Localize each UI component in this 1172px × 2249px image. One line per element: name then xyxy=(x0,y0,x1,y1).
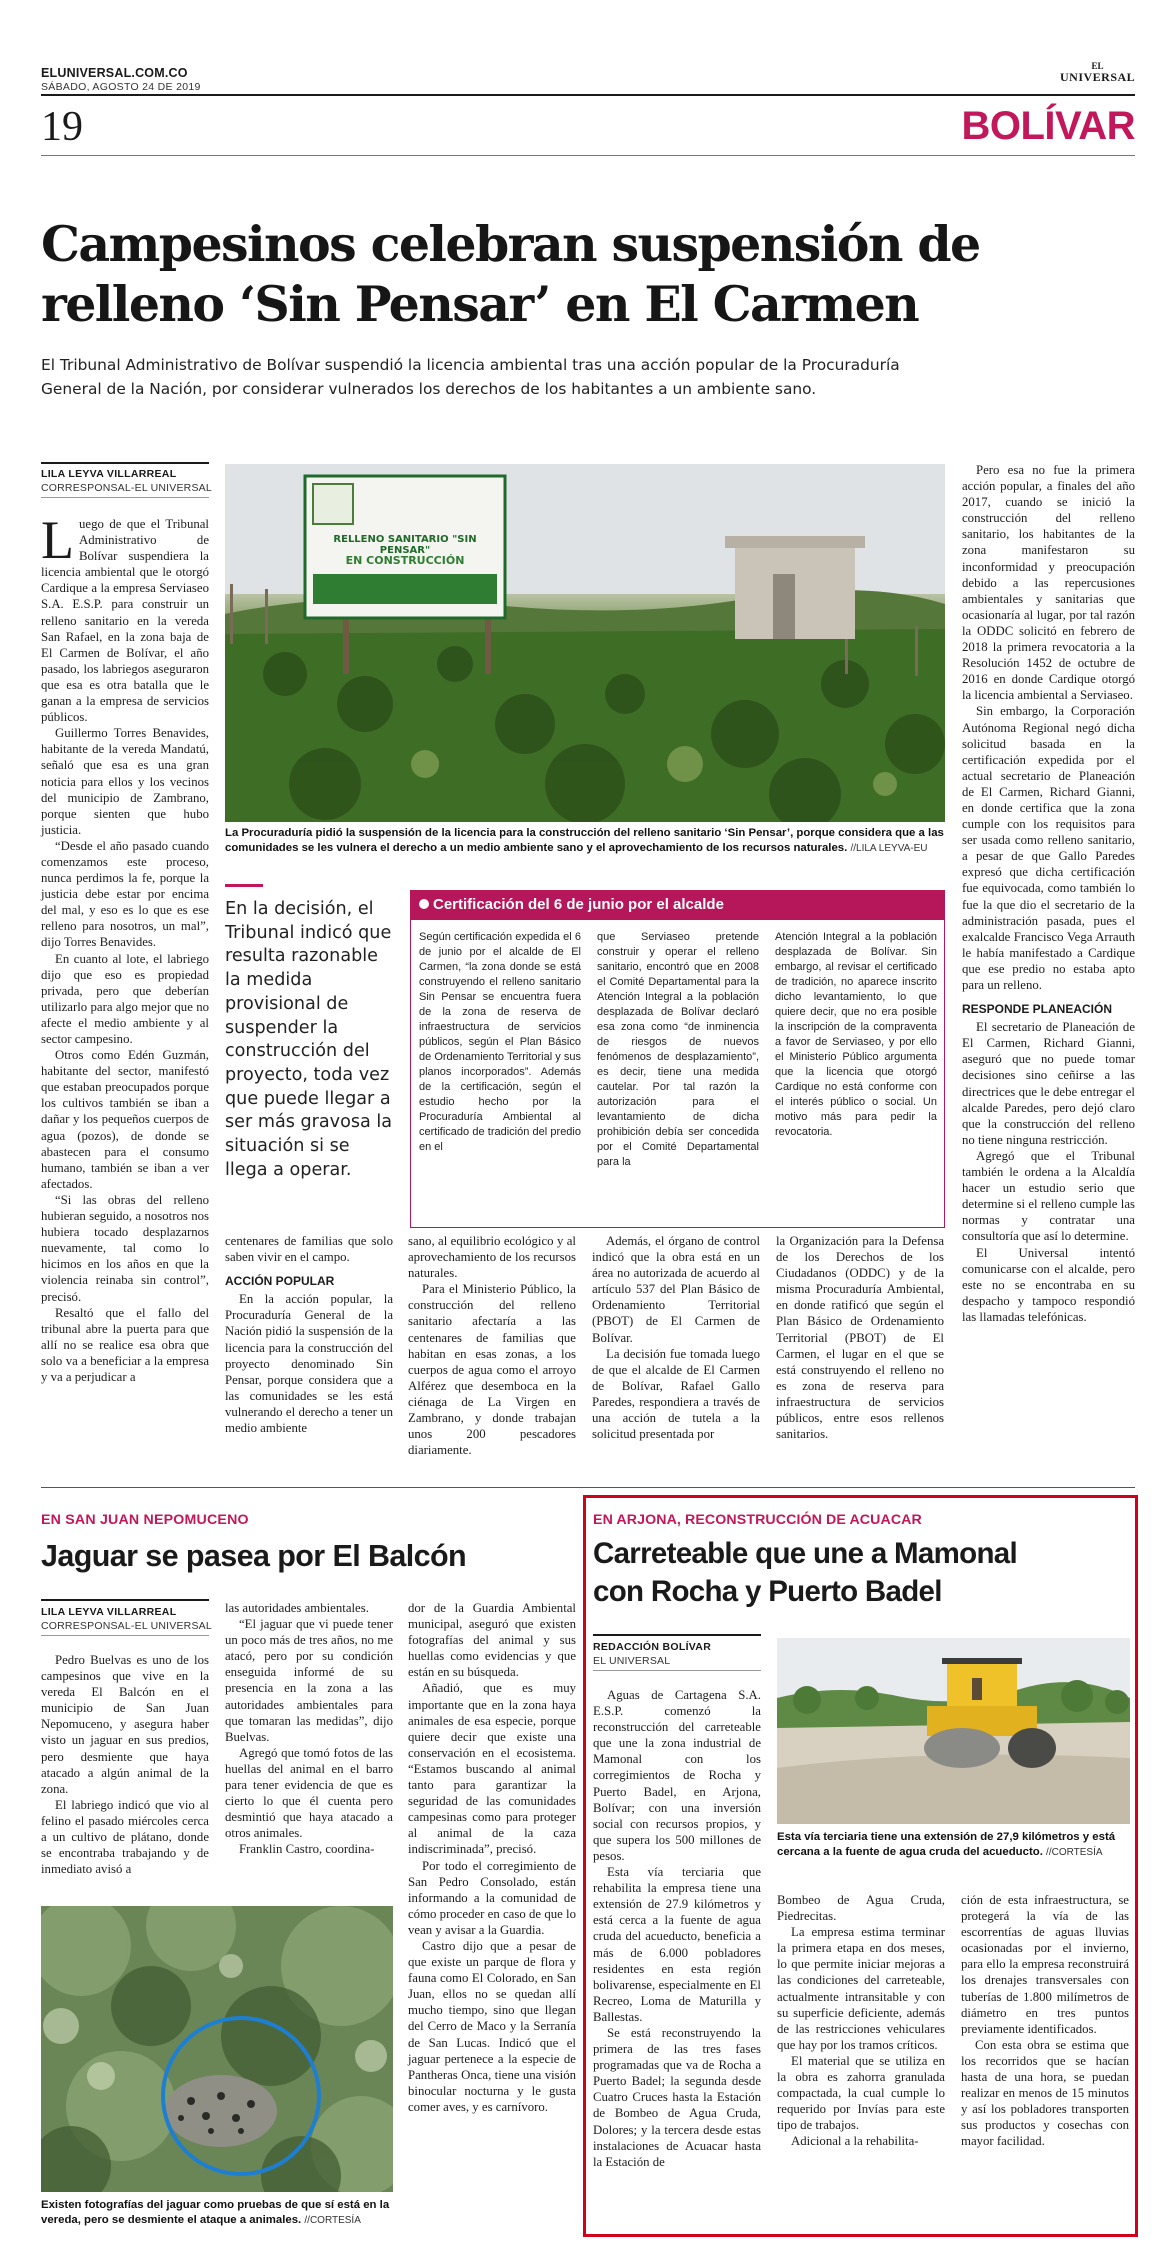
sign-line-2: EN CONSTRUCCIÓN xyxy=(345,554,465,567)
jaguar-column-1 xyxy=(41,1652,209,1877)
main-col1-p1-text: uego de que el Tribunal Administrativo de Bolívar suspendiera la licencia ambiental que le otorgó Cardique a la empresa Serviaseo S.A. E.S.P. para construir un relleno sanitario en la vereda San Rafael, en la zona baja de El Carmen de Bolívar, el año pasado, los labriegos aseguraron que esa es otra batalla que le ganan a la empresa de servicios públicos. xyxy=(41,517,209,725)
arjona-column-2 xyxy=(777,1892,945,2150)
arjona-col2-p2: La empresa estima terminar la primera etapa en dos meses, lo que permite iniciar mejoras a las condiciones del carreteable, actualmente intransitable y con su superficie deficiente, además de las restricciones vehiculares que hay por los tramos críticos. xyxy=(777,1925,945,2052)
headline-line-2: relleno ‘Sin Pensar’ en El Carmen xyxy=(41,275,919,333)
arjona-col1-p1: Aguas de Cartagena S.A. E.S.P. comenzó la reconstrucción del carreteable que une la zona industrial de Mamonal con los corregimientos de Rocha y Puerto Badel, en Arjona, Bolívar; con una inversión social con recursos propios, y que supera los 500 millones de pesos. xyxy=(593,1688,761,1863)
arjona-byline-role: EL UNIVERSAL xyxy=(593,1655,671,1667)
main-col6-p5: El Universal intentó comunicarse con el alcalde, pero este no se encontraba en su despacho y tampoco respondió las llamadas telefónicas. xyxy=(962,1245,1135,1324)
byline-rule-bottom xyxy=(41,497,209,498)
jaguar-caption-text: Existen fotografías del jaguar como pruebas de que sí está en la vereda, pero se desmiente el ataque a animales. xyxy=(41,2199,390,2226)
certification-sidebar xyxy=(410,890,945,1228)
jaguar-byline-rule-bottom xyxy=(41,1635,209,1636)
arjona-col2-p4: Adicional a la rehabilita- xyxy=(791,2134,919,2149)
sidebar-col-3: Atención Integral a la población desplazada de Bolívar. Sin embargo, al revisar el certificado de tradición, no aparece inscrito dicho levantamiento, lo que quiere decir, que no era posible la inscripción de la compraventa a favor de Serviaseo, y por ello el Ministerio Público argumenta que la licencia que otorgó Cardique no está conforme con el interés público o social. Un motivo más para pedir la revocatoria. xyxy=(775,931,937,1138)
roadwork-photo xyxy=(777,1638,1130,1824)
jaguar-caption-credit: //CORTESÍA xyxy=(304,2215,361,2226)
main-col1-p6: “Si las obras del relleno hubieran seguido, a nosotros nos hubiera tocado desplazarnos nuevamente, tal como lo hicimos en los años en que la violencia reinaba sin control”, precisó. xyxy=(41,1192,209,1304)
roadwork-scene-svg xyxy=(777,1638,1130,1824)
main-col3-p1: sano, al equilibrio ecológico y al aprovechamiento de los recursos naturales. xyxy=(408,1234,576,1281)
main-column-5 xyxy=(776,1233,944,1442)
arjona-byline-name: REDACCIÓN BOLÍVAR xyxy=(593,1641,712,1653)
main-col1-p5: Otros como Edén Guzmán, habitante del sector, manifestó que estaban preocupados porque los cultivos también se iban a dañar y los pequeños cuerpos de agua (pozos), de donde se abastecen para el consumo humano, también se iban a ver afectados. xyxy=(41,1048,209,1191)
main-column-6 xyxy=(962,462,1135,1325)
jaguar-col3-p3: Por todo el corregimiento de San Pedro Consolado, están informando a la comunidad de cómo proceder en caso de que lo vean y avisar a la Guardia. xyxy=(408,1858,576,1937)
jaguar-photo xyxy=(41,1906,393,2192)
main-col1-p1 xyxy=(41,510,209,725)
newspaper-logo xyxy=(1060,62,1135,83)
jaguar-byline-rule xyxy=(41,1599,209,1601)
sidebar-title: Certificación del 6 de junio por el alcalde xyxy=(433,896,724,913)
byline-rule xyxy=(41,462,209,464)
landfill-scene-svg xyxy=(225,464,945,822)
main-col6-subhead: RESPONDE PLANEACIÓN xyxy=(962,1002,1113,1017)
jaguar-col2-p2: “El jaguar que vi puede tener un poco más de tres años, no me atacó, pero por su condición enseguida informé de su presencia en la zona a las autoridades ambientales para que tomaran las medidas”, dijo Buelvas. xyxy=(225,1617,393,1744)
main-col1-p7: Resaltó que el fallo del tribunal abre la puerta para que allí no se realice esa obra que solo va a beneficiar a la empresa y va a perjudicar a xyxy=(41,1305,209,1384)
main-byline-name: LILA LEYVA VILLARREAL xyxy=(41,468,177,480)
roadwork-photo-caption xyxy=(777,1830,1130,1860)
main-headline xyxy=(41,214,1135,334)
sidebar-bullet-icon xyxy=(419,899,429,909)
jaguar-col2-p1: las autoridades ambientales. xyxy=(225,1601,369,1615)
jaguar-col2-p3: Agregó que tomó fotos de las huellas del animal en el barro para tener evidencia de que es cierto lo que él cuenta pero desmintió que haya atacado a otros animales. xyxy=(225,1745,393,1841)
main-col2-p1: centenares de familias que solo saben vivir en el campo. xyxy=(225,1234,393,1265)
arjona-headline xyxy=(593,1535,1133,1611)
arjona-column-3 xyxy=(961,1892,1129,2150)
jaguar-col3-p4: Castro dijo que a pesar de que existe un parque de flora y fauna como El Colorado, en San Juan, ellos no se quedan allí mucho tiempo, sino que llegan del Cerro de Maco y la Serranía de San Lucas. Indicó que el jaguar pertenece a la especie de Pantheras Onca, tiene una visión binocular nocturna y le gusta comer aves, y es carnívoro. xyxy=(408,1938,576,2114)
landfill-photo xyxy=(225,464,945,822)
drop-cap: L xyxy=(41,510,74,570)
main-deck: El Tribunal Administrativo de Bolívar suspendió la licencia ambiental tras una acción popular de la Procuraduría General de la Nación, por considerar vulnerados los derechos de los habitantes a un ambiente sano. xyxy=(41,356,900,398)
main-col1-p2: Guillermo Torres Benavides, habitante de la vereda Mandatú, señaló que esa es una gran noticia para ellos y los vecinos del municipio de Zambrano, porque sienten que hubo justicia. xyxy=(41,726,209,837)
arjona-byline-rule xyxy=(593,1634,761,1636)
jaguar-col1-p2: El labriego indicó que vio al felino el pasado miércoles cerca a un cultivo de plátano, donde se encontraba trabajando y de inmediato avisó a xyxy=(41,1797,209,1877)
main-col5-p1: la Organización para la Defensa de los Derechos de los Ciudadanos (ODDC) y de la misma Procuraduría Ambiental, en donde ratificó que según el Plan Básico de Ordenamiento Territorial (PBOT) de El Carmen, el lugar en el que se está construyendo el relleno no es zona de reserva para infraestructura de servicios públicos, entre esos rellenos sanitarios. xyxy=(776,1234,944,1442)
page-number: 19 xyxy=(41,104,83,150)
roadwork-caption-text: Esta vía terciaria tiene una extensión de 27,9 kilómetros y está cercana a la fuente de agua cruda del acueducto. xyxy=(777,1831,1116,1858)
roadwork-caption-credit: //CORTESÍA xyxy=(1046,1847,1103,1858)
main-col2-subhead: ACCIÓN POPULAR xyxy=(225,1274,335,1289)
jaguar-byline-role: CORRESPONSAL-EL UNIVERSAL xyxy=(41,1620,212,1632)
arjona-headline-line-1: Carreteable que une a Mamonal xyxy=(593,1537,1017,1570)
arjona-col1-p2: Esta vía terciaria que rehabilita la empresa tiene una extensión de 27.9 kilómetros y está cerca a la fuente de agua cruda del acueducto, beneficia a más de 6.000 pobladores residentes en esta región bolivarense, especialmente en El Recreo, Loma de Maturilla y Ballestas. xyxy=(593,1865,761,2024)
jaguar-kicker: EN SAN JUAN NEPOMUCENO xyxy=(41,1512,249,1528)
landfill-caption-text: La Procuraduría pidió la suspensión de la licencia para la construcción del relleno sanitario ‘Sin Pensar’, porque considera que a las comunidades se les vulnera el derecho a un medio ambiente sano y el aprovechamiento de los recursos naturales. xyxy=(225,827,944,854)
jaguar-col3-p2: Añadió, que es muy importante que en la zona haya animales de esa especie, porque quiere decir que existe una conservación en el ecosistema. “Estamos buscando al animal tanto para garantizar la seguridad de las comunidades campesinas como para proteger al animal de la caza indiscriminada”, precisó. xyxy=(408,1681,576,1857)
main-col4-p1: Además, el órgano de control indicó que la obra está en un área no autorizada de acuerdo al artículo 537 del Plan Básico de Ordenamiento Territorial (PBOT) de El Carmen de Bolívar. xyxy=(592,1234,760,1345)
sidebar-header xyxy=(411,890,944,920)
main-col6-p1: Pero esa no fue la primera acción popular, a finales del año 2017, cuando se inició la construcción del relleno sanitario, los habitantes de la zona manifestaron su inconformidad y preocupación debido a las repercusiones ambientales y sanitarias que ocasionaría al lugar, por tal razón la ODDC solicitó en febrero de 2018 la primera revocatoria a la Resolución 1452 de octubre de 2016 en donde Cardique otorgó la licencia ambiental a Serviaseo. xyxy=(962,463,1135,703)
arjona-col1-p3: Se está reconstruyendo la primera de las tres fases programadas que va de Rocha a Puerto Badel; la segunda desde Cuatro Cruces hasta la Estación de Bombeo de Agua Cruda, Dolores; y la tercera desde estas instalaciones de Acuacar hasta la Estación de xyxy=(593,2025,761,2169)
headline-line-1: Campesinos celebran suspensión de xyxy=(41,215,980,273)
jaguar-col1-p1: Pedro Buelvas es uno de los campesinos que vive en la vereda El Balcón en el municipio de San Juan Nepomuceno, y asegura haber visto un jaguar en sus predios, pero desmiente que haya atacado a algún animal de la zona. xyxy=(41,1653,209,1796)
main-column-4 xyxy=(592,1233,760,1442)
main-col6-p3: El secretario de Planeación de El Carmen, Richard Gianni, aseguró que no puede tomar decisiones sino ceñirse a las directrices que le debe entregar el alcalde Paredes, pero dejó claro que la construcción del relleno no tiene ninguna restricción. xyxy=(962,1020,1135,1147)
arjona-byline-rule-bottom xyxy=(593,1670,761,1671)
main-column-2 xyxy=(225,1233,393,1436)
jaguar-col2-p4: Franklin Castro, coordina- xyxy=(239,1842,375,1857)
arjona-col2-p1: Bombeo de Agua Cruda, Piedrecitas. xyxy=(777,1893,945,1924)
site-url[interactable]: ELUNIVERSAL.COM.CO xyxy=(41,66,188,80)
main-col3-p2: Para el Ministerio Público, la construcción del relleno sanitario afectaría a las centenares de familias que habitan en esas zonas, a los cuerpos de agua como el arroyo Alférez que desemboca en la ciénaga de La Virgen en Zambrano, y donde trabajan unos 200 pescadores diariamente. xyxy=(408,1282,576,1458)
header-rule xyxy=(41,94,1135,96)
arjona-headline-line-2: con Rocha y Puerto Badel xyxy=(593,1575,942,1608)
arjona-col2-p3: El material que se utiliza en la obra es zahorra granulada compactada, la cual cumple lo requerido por Invías para este tipo de trabajos. xyxy=(777,2053,945,2133)
jaguar-column-2 xyxy=(225,1600,393,1858)
main-col1-p3: “Desde el año pasado cuando comenzamos este proceso, nunca perdimos la fe, porque la justicia debe estar por encima del mal, y eso es lo que es ese relleno para nosotros, un mal”, dijo Torres Benavides. xyxy=(41,838,209,950)
jaguar-col3-p1: dor de la Guardia Ambiental municipal, aseguró que existen fotografías del animal y sus huellas como evidencias y que están en su búsqueda. xyxy=(408,1601,576,1680)
landfill-photo-caption xyxy=(225,826,945,856)
jaguar-byline-name: LILA LEYVA VILLARREAL xyxy=(41,1606,177,1618)
main-column-3 xyxy=(408,1233,576,1458)
pullquote-accent xyxy=(225,884,263,887)
main-col1-p4: En cuanto al lote, el labriego dijo que eso es propiedad privada, pero que deberían utilizarlo para algo mejor que no afecte el medio ambiente y al sector campesino. xyxy=(41,951,209,1046)
main-col6-p2: Sin embargo, la Corporación Autónoma Regional negó dicha solicitud basada en la certificación expedida por el actual secretario de Planeación de El Carmen, Richard Gianni, en donde certifica que la zona cumple con los requisitos para ser usada como relleno sanitario, a pesar de que Gallo Paredes expresó que dicha certificación fue equivocada, como también lo fue la que dio el secretario de la administración pasada, pues el exalcalde Francisco Vega Arrauth le había manifestado a Cardique que ese predio no estaba apto para un relleno. xyxy=(962,704,1135,992)
jaguar-photo-caption xyxy=(41,2198,393,2228)
section-rule xyxy=(41,155,1135,156)
arjona-kicker: EN ARJONA, RECONSTRUCCIÓN DE ACUACAR xyxy=(593,1512,922,1528)
main-col2-p2: En la acción popular, la Procuraduría General de la Nación pidió la suspensión de la licencia para la construcción del proyecto denominado Sin Pensar, porque considera que a las comunidades se les está vulnerando el derecho a tener un medio ambiente xyxy=(225,1292,393,1436)
arjona-col3-p1: ción de esta infraestructura, se protegerá la vía de las escorrentías de aguas lluvias ocasionadas por el invierno, para ello la empresa reconstruirá los drenajes transversales con tuberías de 1.800 milímetros de diámetro en tres puntos previamente identificados. xyxy=(961,1893,1129,2036)
landfill-caption-credit: //LILA LEYVA-EU xyxy=(850,843,928,854)
main-col4-p2: La decisión fue tomada luego de que el alcalde de El Carmen de Bolívar, Rafael Gallo Paredes, respondiera a través de una acción de tutela a la solicitud presentada por xyxy=(592,1346,760,1442)
arjona-column-1 xyxy=(593,1687,761,2170)
issue-date: SÁBADO, AGOSTO 24 DE 2019 xyxy=(41,81,201,93)
logo-top: EL xyxy=(1091,61,1104,71)
jaguar-headline: Jaguar se pasea por El Balcón xyxy=(41,1539,467,1573)
jaguar-column-3 xyxy=(408,1600,576,2115)
story-divider xyxy=(41,1487,1135,1488)
sidebar-col-1: Según certificación expedida el 6 de junio por el alcalde de El Carmen, “la zona donde se está construyendo el relleno sanitario Sin Pensar se encuentra fuera de la zona de reserva de infraestructura de servicios públicos, según el Plan Básico de Ordenamiento Territorial y sus planos incorporados”. Además de la certificación, según el estudio hecho por la Procuraduría Ambiental al certificado de tradición del predio en el xyxy=(419,931,581,1153)
sidebar-col-2: que Serviaseo pretende construir y operar el relleno sanitario, encontró que en 2008 el Comité Departamental para la Atención Integral a la población desplazada de Bolívar declaró esa zona como “de inminencia de riesgos de nuevos fenómenos de desplazamiento”, es decir, tiene una medida cautelar. Por tal razón la autorización para el levantamiento de dicha prohibición debía ser concedida por el Comité Departamental para la xyxy=(597,931,759,1168)
arjona-col3-p2: Con esta obra se estima que los recorridos que se hacían hasta de una hora, se puedan realizar en menos de 15 minutos y así los pobladores transporten sus productos y cosechas con mayor facilidad. xyxy=(961,2037,1129,2149)
jaguar-scene-svg xyxy=(41,1906,393,2192)
main-col6-p4: Agregó que el Tribunal también le ordena a la Alcaldía hacer un estudio serio que determine si el relleno cumple las normas y contratar una consultoría que así lo determine. xyxy=(962,1148,1135,1244)
logo-bottom: UNIVERSAL xyxy=(1060,70,1136,84)
section-name: BOLÍVAR xyxy=(961,104,1135,148)
main-column-1 xyxy=(41,510,209,1385)
pull-quote: En la decisión, el Tribunal indicó que resulta razonable la medida provisional de suspender la construcción del proyecto, toda vez que puede llegar a ser más gravosa la situación si se llega a operar. xyxy=(225,899,393,1180)
main-byline-role: CORRESPONSAL-EL UNIVERSAL xyxy=(41,482,212,494)
sign-line-1: RELLENO SANITARIO "SIN PENSAR" xyxy=(333,534,477,556)
